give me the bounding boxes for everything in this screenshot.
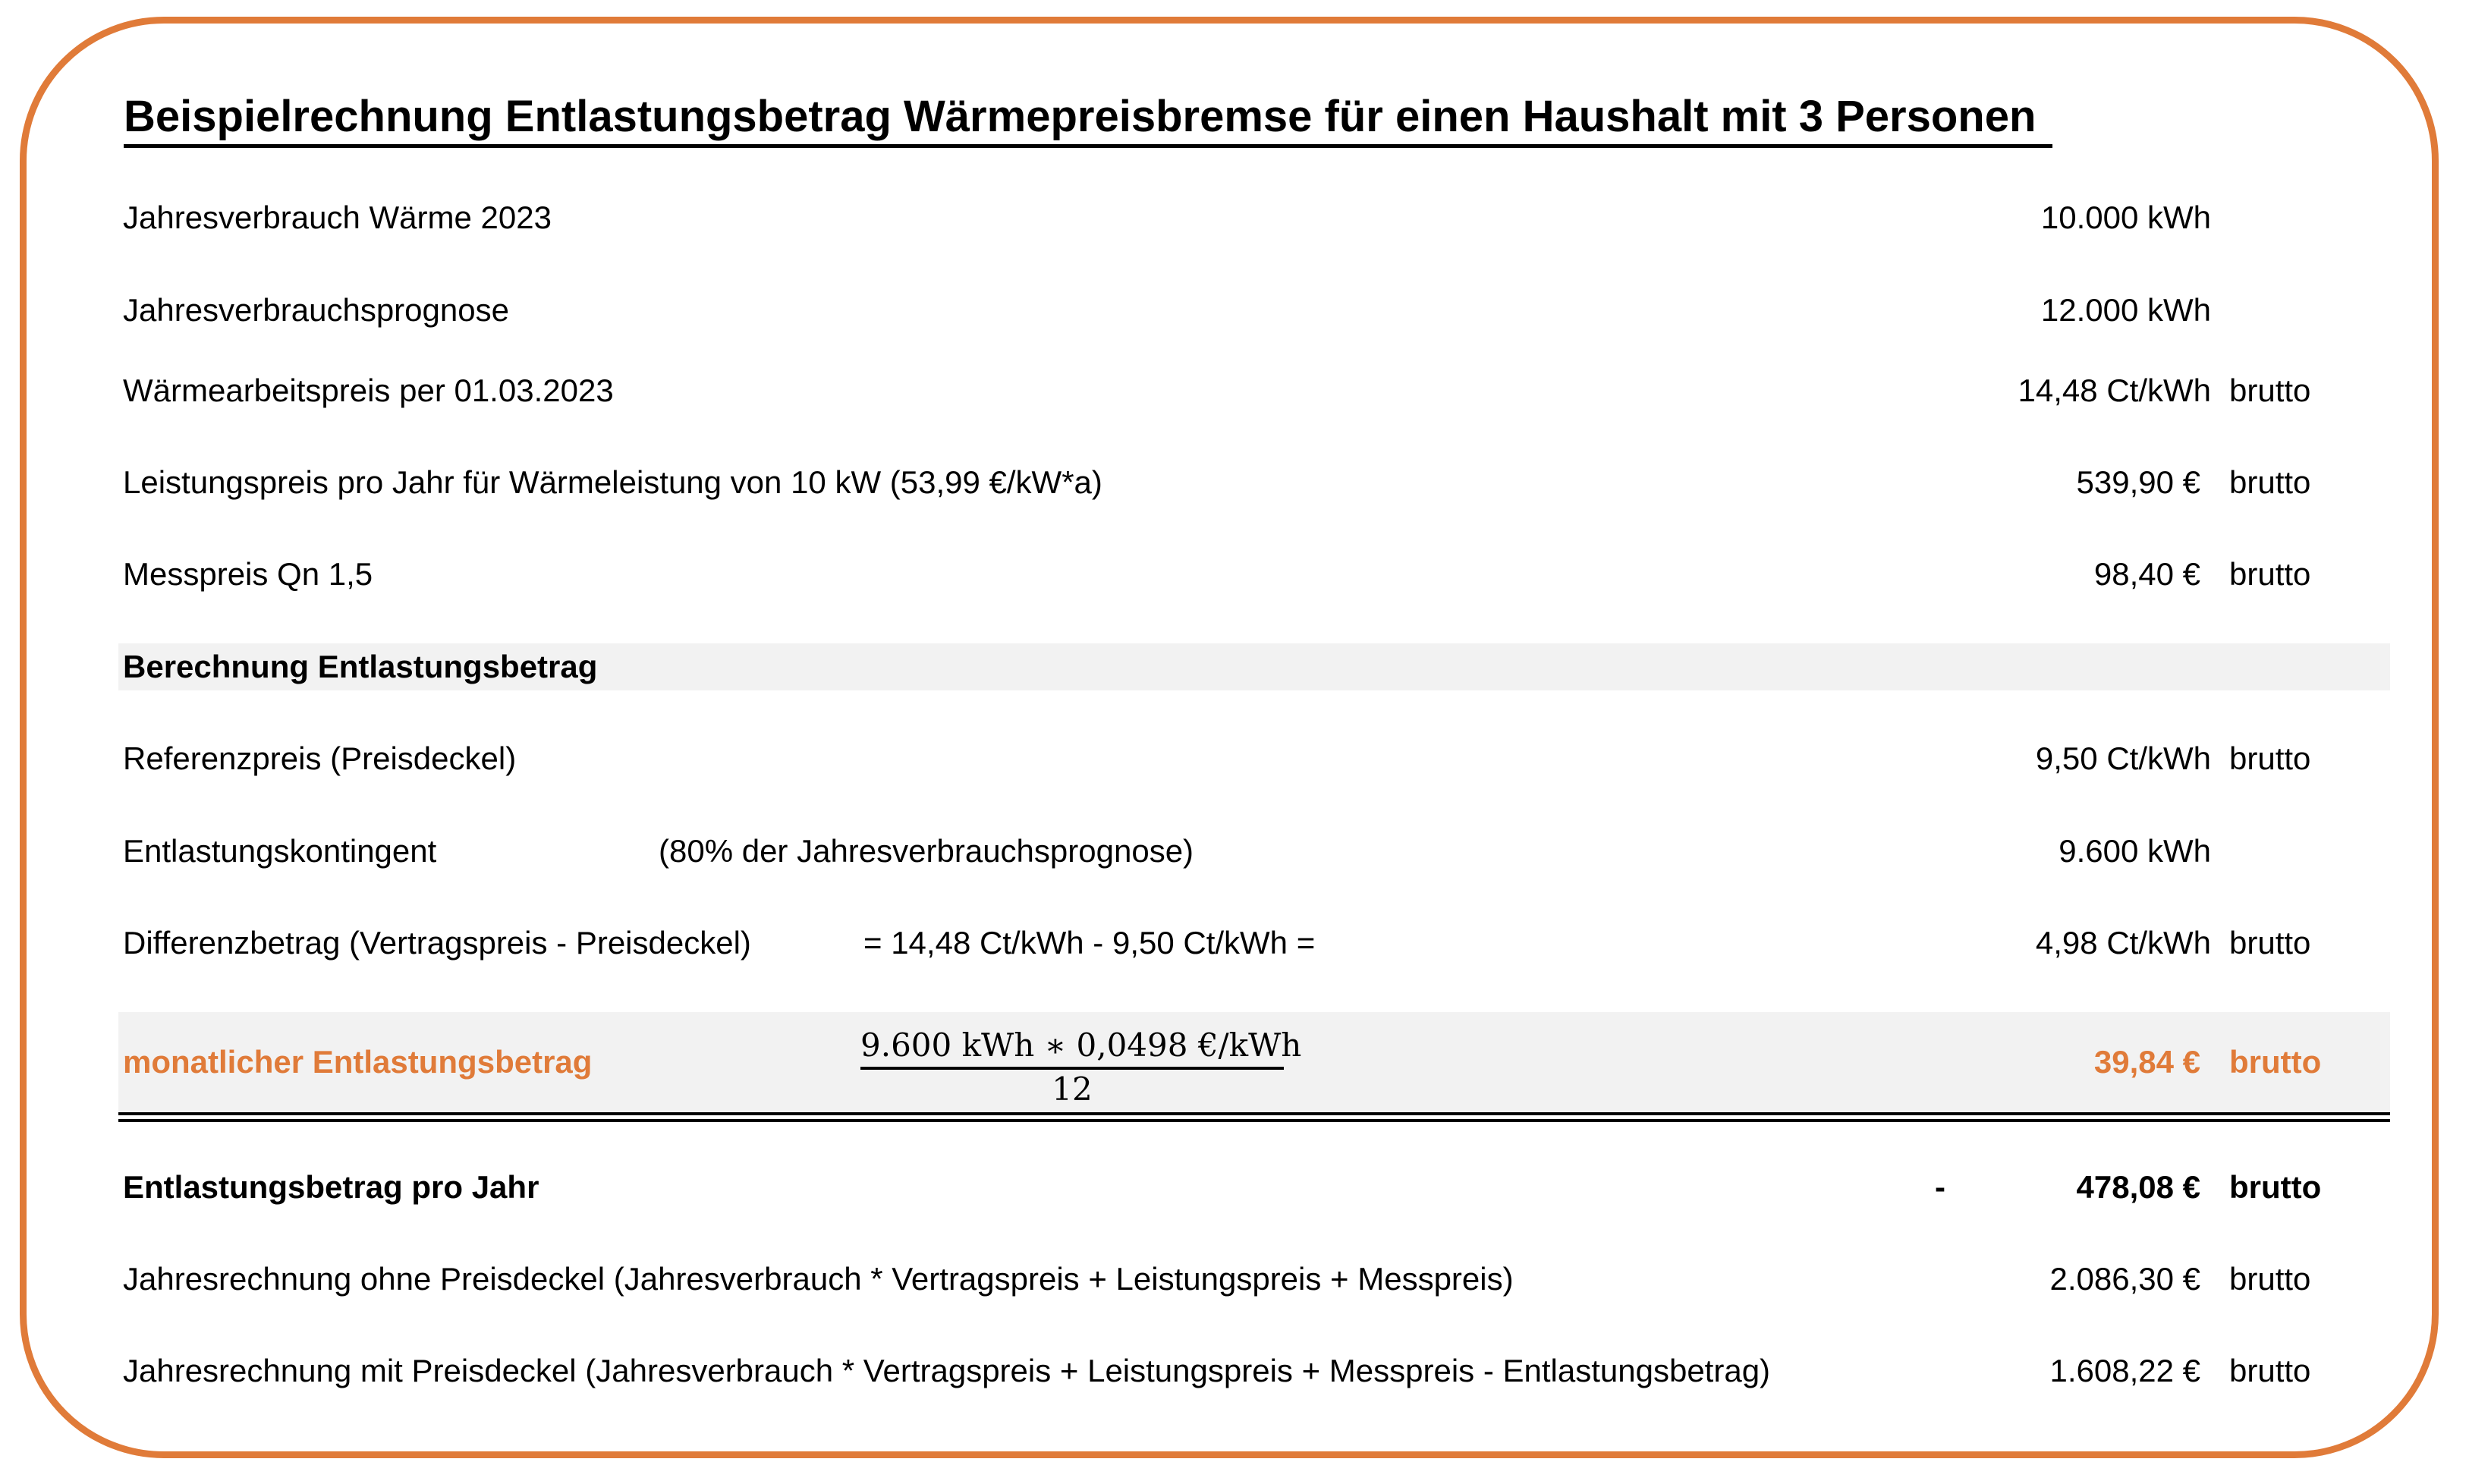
row-label: Jahresrechnung mit Preisdeckel (Jahresverbrauch * Vertragspreis + Leistungspreis + Messpreis - Entlastungsbetrag) — [123, 1353, 1771, 1388]
row-prognose — [118, 287, 2390, 334]
row-value: 10.000 kWh — [2040, 200, 2211, 235]
row-value: 14,48 Ct/kWh — [2018, 373, 2211, 408]
row-value: 12.000 kWh — [2040, 292, 2211, 328]
row-unit: brutto — [2229, 1261, 2311, 1297]
row-unit: brutto — [2229, 1044, 2322, 1080]
row-dash: - — [1935, 1169, 1945, 1205]
row-referenzpreis — [118, 735, 2390, 782]
row-leistungspreis — [118, 459, 2390, 506]
row-value: 39,84 € — [2093, 1044, 2200, 1080]
row-unit: brutto — [2229, 464, 2311, 500]
row-monatlich — [118, 1012, 2390, 1112]
row-label: Jahresrechnung ohne Preisdeckel (Jahresverbrauch * Vertragspreis + Leistungspreis + Messpreis) — [123, 1261, 1514, 1297]
fraction-denominator: 12 — [1052, 1071, 1093, 1108]
row-label: Leistungspreis pro Jahr für Wärmeleistung von 10 kW (53,99 €/kW*a) — [123, 464, 1102, 500]
row-label: Jahresverbrauchsprognose — [123, 292, 509, 328]
row-label: Jahresverbrauch Wärme 2023 — [123, 200, 552, 235]
row-label: Wärmearbeitspreis per 01.03.2023 — [123, 373, 614, 408]
row-jahr — [118, 1164, 2390, 1211]
row-label: Entlastungsbetrag pro Jahr — [123, 1169, 539, 1205]
row-arbeitspreis — [118, 367, 2390, 414]
row-unit: brutto — [2229, 925, 2311, 961]
row-unit: brutto — [2229, 1169, 2322, 1205]
row-messpreis — [118, 551, 2390, 598]
row-value: 539,90 € — [2076, 464, 2200, 500]
row-label: Referenzpreis (Preisdeckel) — [123, 740, 517, 776]
row-value: 9,50 Ct/kWh — [2035, 740, 2211, 776]
row-label: Entlastungskontingent — [123, 833, 437, 869]
section-header — [118, 643, 2390, 690]
row-value: 98,40 € — [2093, 556, 2200, 592]
section-title: Berechnung Entlastungsbetrag — [123, 649, 598, 684]
row-value: 9.600 kWh — [2059, 833, 2211, 869]
row-value: 1.608,22 € — [2049, 1353, 2200, 1388]
row-differenz — [118, 920, 2390, 967]
row-unit: brutto — [2229, 556, 2311, 592]
row-value: 2.086,30 € — [2049, 1261, 2200, 1297]
row-note: (80% der Jahresverbrauchsprognose) — [659, 833, 1194, 869]
row-unit: brutto — [2229, 1353, 2311, 1388]
row-unit: brutto — [2229, 740, 2311, 776]
row-mit — [118, 1347, 2390, 1394]
row-label: Differenzbetrag (Vertragspreis - Preisdeckel) — [123, 925, 751, 961]
page-title: Beispielrechnung Entlastungsbetrag Wärmepreisbremse für einen Haushalt mit 3 Personen — [124, 90, 2052, 148]
row-value: 4,98 Ct/kWh — [2035, 925, 2211, 961]
row-label: Messpreis Qn 1,5 — [123, 556, 373, 592]
fraction-formula — [860, 1024, 1302, 1109]
row-formula: = 14,48 Ct/kWh - 9,50 Ct/kWh = — [863, 925, 1316, 961]
double-underline — [118, 1112, 2390, 1122]
row-jahresverbrauch — [118, 194, 2390, 241]
row-ohne — [118, 1256, 2390, 1303]
row-value: 478,08 € — [2076, 1169, 2200, 1205]
row-unit: brutto — [2229, 373, 2311, 408]
row-label: monatlicher Entlastungsbetrag — [123, 1044, 593, 1080]
fraction-numerator: 9.600 kWh ∗ 0,0498 €/kWh — [860, 1024, 1284, 1070]
row-kontingent — [118, 828, 2390, 875]
